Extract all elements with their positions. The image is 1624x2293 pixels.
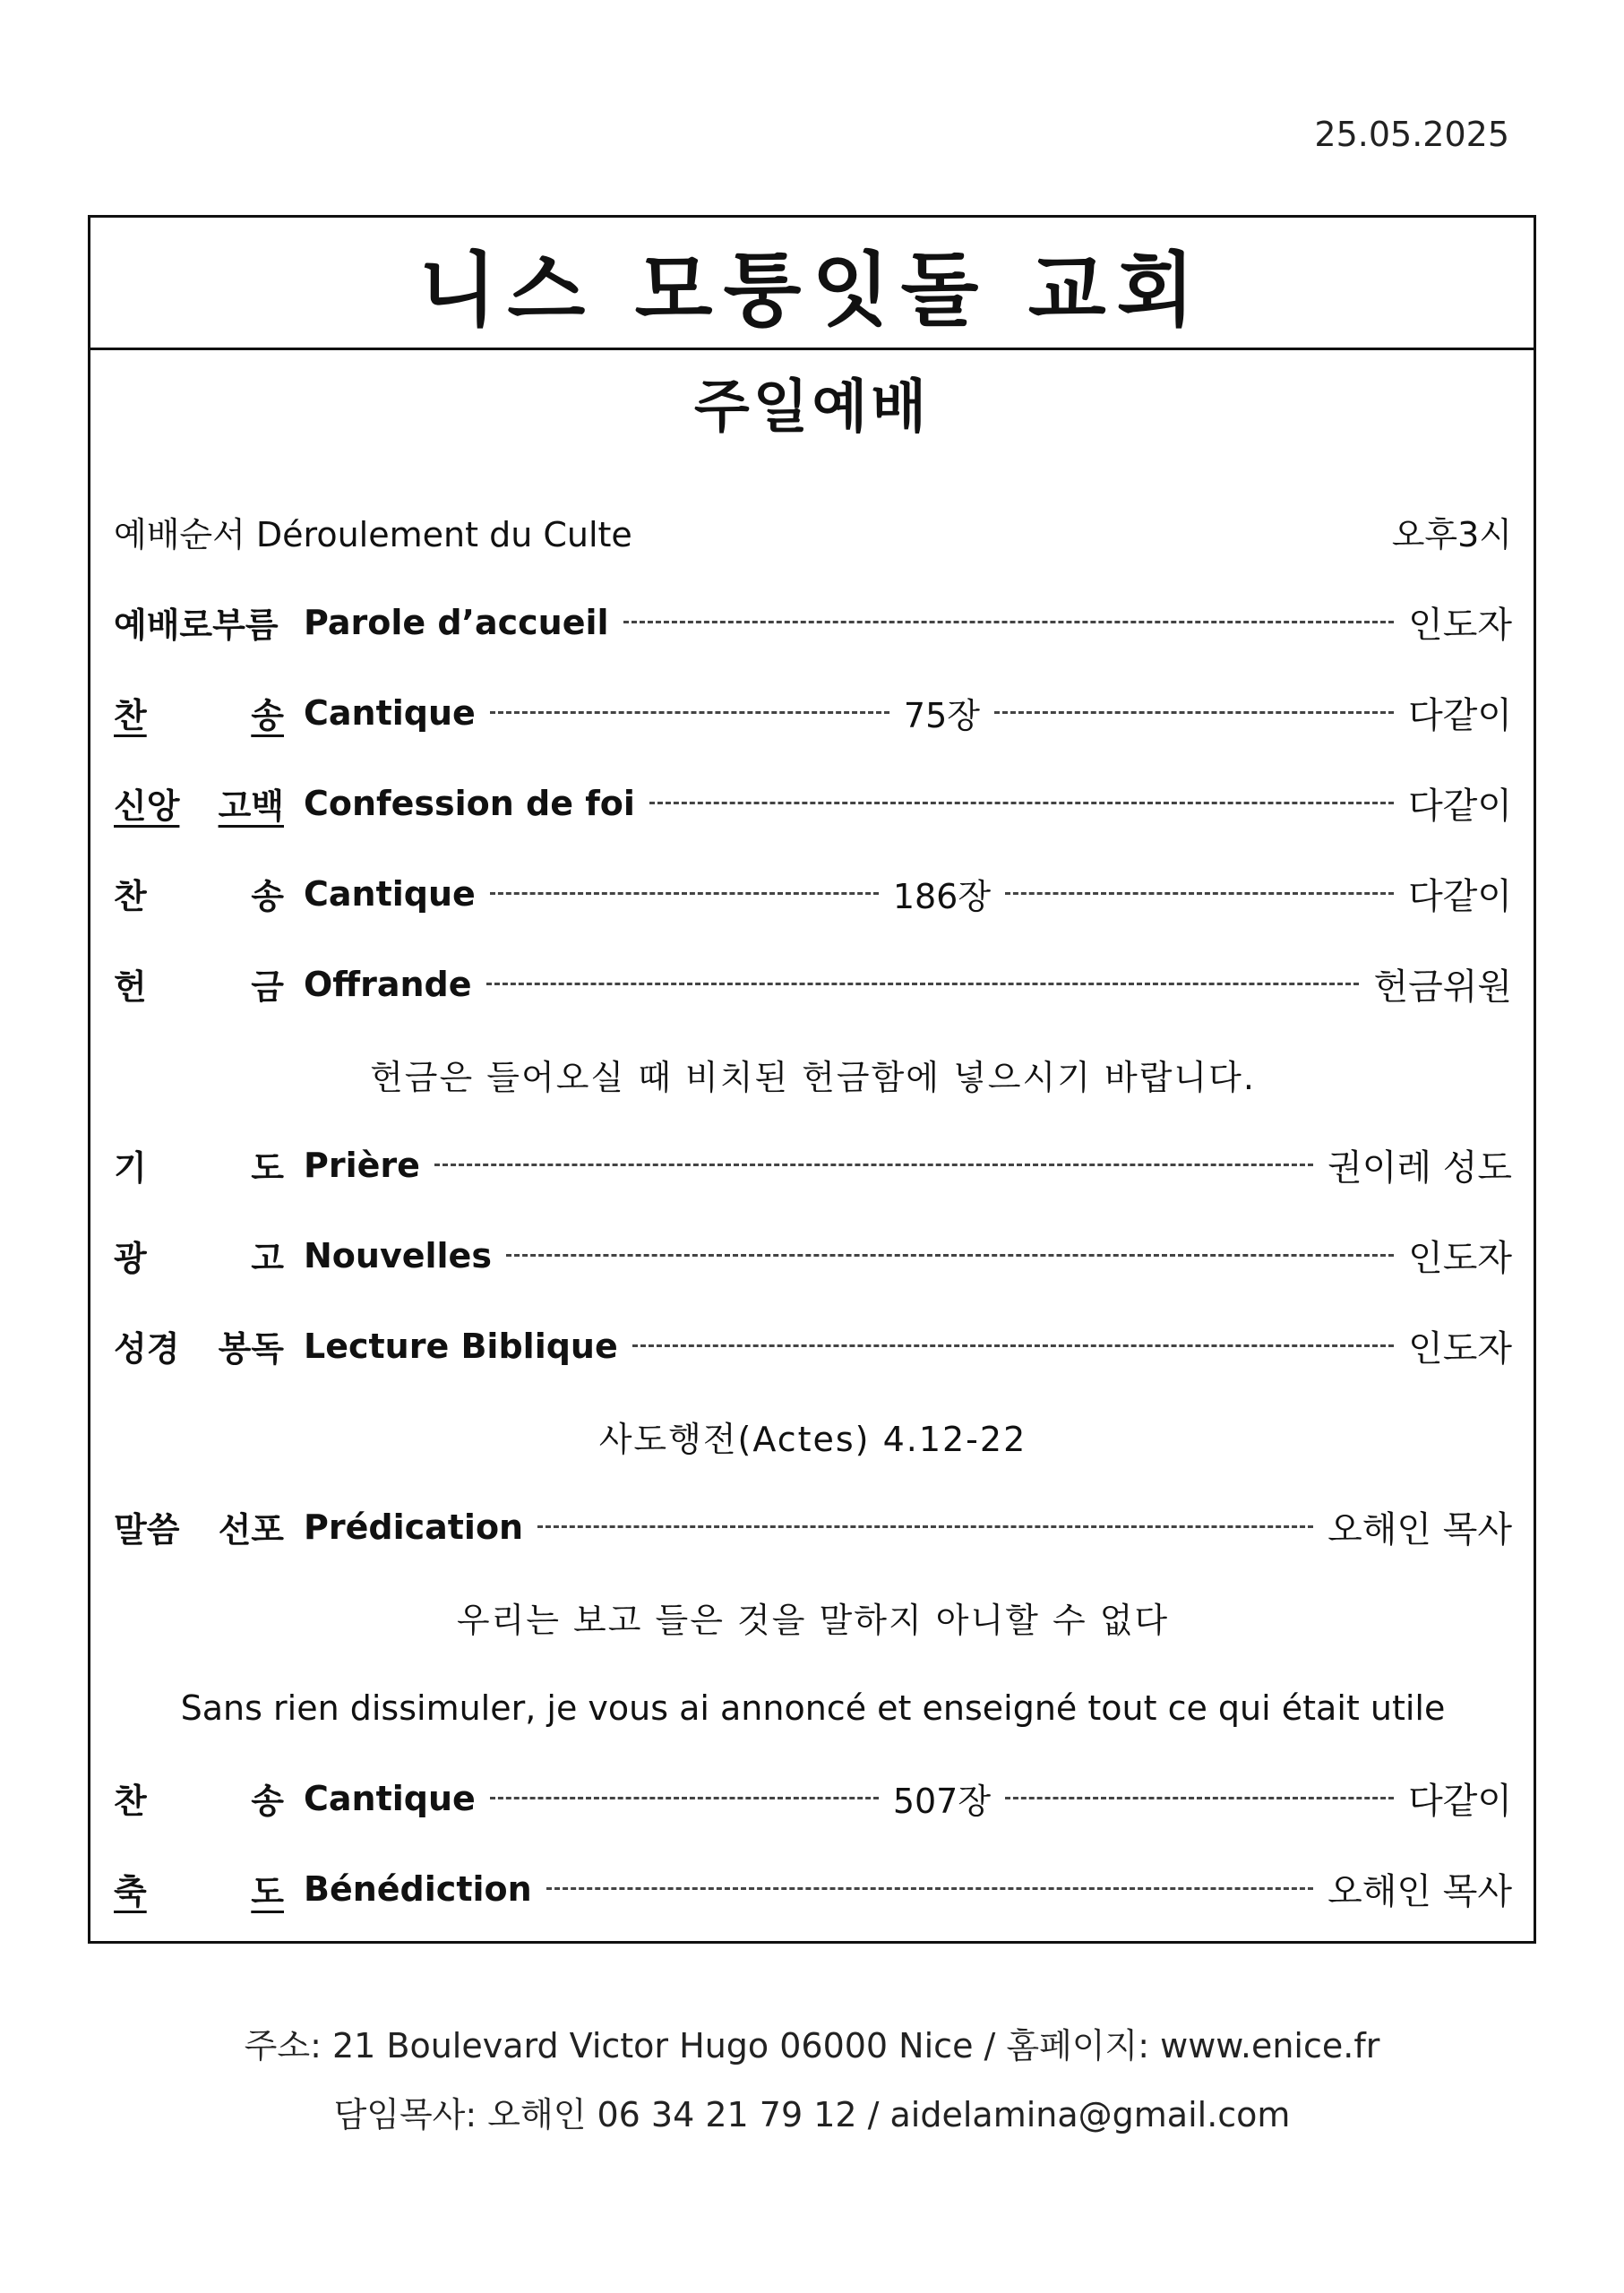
item-leader: 다같이 xyxy=(1408,1781,1513,1822)
dotted-leader xyxy=(490,1797,879,1799)
service-item xyxy=(114,667,1512,758)
item-leader: 다같이 xyxy=(1408,876,1513,917)
service-item xyxy=(114,1843,1512,1934)
dotted-leader xyxy=(490,892,879,895)
footer-pastor-contact: 담임목사: 오해인 06 34 21 79 12 / aidelamina@gmail.com xyxy=(333,2095,1291,2134)
dotted-leader xyxy=(1005,1797,1394,1799)
service-item xyxy=(114,1481,1512,1572)
item-french-label: Offrande xyxy=(304,964,472,1004)
item-korean-label: 찬 송 xyxy=(114,877,284,916)
item-leader: 인도자 xyxy=(1408,1238,1512,1279)
item-leader: 권이레 성도 xyxy=(1328,1147,1512,1189)
item-french-label: Confession de foi xyxy=(304,783,635,823)
footer-address: 주소: 21 Boulevard Victor Hugo 06000 Nice / 홈페이지: www.enice.fr xyxy=(244,2026,1380,2065)
service-item xyxy=(114,1120,1512,1210)
dotted-leader xyxy=(994,711,1394,714)
item-korean-label: 축 도 xyxy=(114,1872,284,1911)
item-french-label: Nouvelles xyxy=(304,1235,492,1275)
bulletin-date: 25.05.2025 xyxy=(1314,115,1509,154)
hymn-number: 75장 xyxy=(903,696,980,735)
item-leader: 헌금위원 xyxy=(1373,966,1512,1008)
item-korean-label: 찬 송 xyxy=(114,696,284,735)
dotted-leader xyxy=(632,1344,1394,1347)
hymn-number: 507장 xyxy=(892,1782,992,1821)
dotted-leader xyxy=(623,621,1395,623)
service-item xyxy=(114,758,1512,848)
dotted-leader xyxy=(434,1164,1313,1166)
scripture-reference: 사도행전(Actes) 4.12-22 xyxy=(598,1420,1027,1459)
offering-note: 헌금은 들어오실 때 비치된 헌금함에 넣으시기 바랍니다. xyxy=(370,1058,1256,1097)
dotted-leader xyxy=(486,983,1360,985)
bulletin-frame xyxy=(88,215,1536,1944)
item-korean-label: 말씀 선포 xyxy=(114,1510,284,1550)
sermon-title-korean: 우리는 보고 들은 것을 말하지 아니할 수 없다 xyxy=(456,1601,1170,1640)
item-french-label: Prédication xyxy=(304,1507,524,1547)
item-french-label: Prière xyxy=(304,1145,420,1185)
item-korean-label: 기 도 xyxy=(114,1148,284,1188)
order-header-label: 예배순서 Déroulement du Culte xyxy=(114,515,632,554)
service-item xyxy=(114,939,1512,1029)
dotted-leader xyxy=(1005,892,1394,895)
item-french-label: Cantique xyxy=(304,1778,476,1818)
item-leader: 오해인 목사 xyxy=(1328,1509,1512,1550)
dotted-leader xyxy=(546,1887,1313,1890)
item-korean-label: 광 고 xyxy=(114,1239,284,1278)
item-french-label: Parole d’accueil xyxy=(304,602,609,642)
item-korean-label: 찬 송 xyxy=(114,1782,284,1821)
service-title: 주일예배 xyxy=(693,374,931,441)
item-french-label: Cantique xyxy=(304,692,476,733)
item-leader: 인도자 xyxy=(1408,605,1512,646)
item-korean-label: 성경 봉독 xyxy=(114,1329,284,1369)
service-item xyxy=(114,577,1512,667)
order-header xyxy=(114,486,1512,577)
sermon-title-french: Sans rien dissimuler, je vous ai annoncé et enseigné tout ce qui était utile xyxy=(180,1688,1446,1728)
item-leader: 오해인 목사 xyxy=(1328,1871,1512,1912)
dotted-leader xyxy=(537,1525,1313,1528)
item-french-label: Bénédiction xyxy=(304,1868,532,1909)
dotted-leader xyxy=(490,711,889,714)
service-item xyxy=(114,848,1512,939)
hymn-number: 186장 xyxy=(892,877,992,916)
item-french-label: Cantique xyxy=(304,873,476,914)
service-item xyxy=(114,1301,1512,1391)
order-of-service xyxy=(90,486,1534,1934)
item-korean-label: 헌 금 xyxy=(114,967,284,1007)
church-name: 니스 모퉁잇돌 교회 xyxy=(90,218,1534,350)
service-item xyxy=(114,1753,1512,1843)
item-leader: 인도자 xyxy=(1408,1328,1512,1370)
dotted-leader xyxy=(506,1254,1394,1257)
service-time: 오후3시 xyxy=(1391,515,1512,554)
item-korean-label: 신앙 고백 xyxy=(114,786,284,826)
item-leader: 다같이 xyxy=(1408,695,1513,736)
item-leader: 다같이 xyxy=(1408,786,1512,827)
dotted-leader xyxy=(649,802,1394,804)
item-french-label: Lecture Biblique xyxy=(304,1326,618,1366)
service-item xyxy=(114,1210,1512,1301)
item-korean-label: 예배로부름 xyxy=(114,605,279,645)
